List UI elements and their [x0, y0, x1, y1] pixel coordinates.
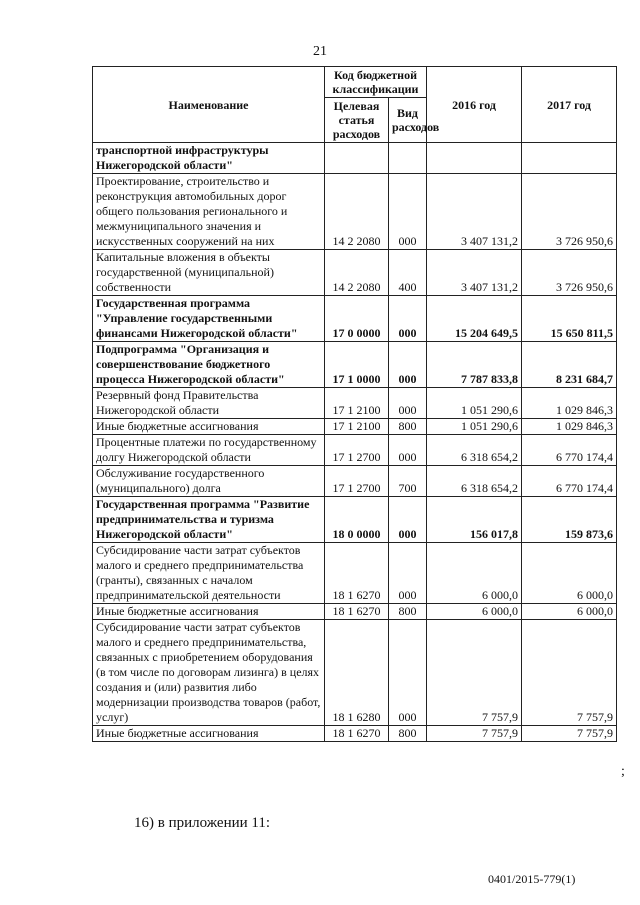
page-number: 21 [313, 44, 327, 59]
table-row [93, 388, 617, 419]
table-row [93, 174, 617, 250]
row-target-code-cell: 18 1 6270 [325, 726, 389, 742]
row-amount-2017-cell: 6 770 174,4 [522, 435, 617, 466]
table-row [93, 250, 617, 296]
table-row [93, 435, 617, 466]
row-name-cell: Государственная программа "Развитие предпринимательства и туризма Нижегородской области" [93, 497, 325, 543]
row-expense-kind-cell: 000 [389, 388, 427, 419]
row-amount-2017-cell: 7 757,9 [522, 726, 617, 742]
row-amount-2016-cell: 7 757,9 [427, 726, 522, 742]
table-row [93, 726, 617, 742]
row-amount-2017-cell: 159 873,6 [522, 497, 617, 543]
row-expense-kind-cell: 800 [389, 419, 427, 435]
row-amount-2017-cell: 1 029 846,3 [522, 419, 617, 435]
row-amount-2017-cell: 7 757,9 [522, 620, 617, 726]
row-name-cell: Подпрограмма "Организация и совершенствование бюджетного процесса Нижегородской области" [93, 342, 325, 388]
row-amount-2016-cell: 6 000,0 [427, 543, 522, 604]
table-row [93, 497, 617, 543]
row-target-code-cell: 17 1 0000 [325, 342, 389, 388]
row-amount-2017-cell: 1 029 846,3 [522, 388, 617, 419]
row-target-code-cell: 17 1 2700 [325, 466, 389, 497]
table-row [93, 543, 617, 604]
row-expense-kind-cell: 000 [389, 435, 427, 466]
row-name-cell: Процентные платежи по государственному долгу Нижегородской области [93, 435, 325, 466]
row-name-cell: Субсидирование части затрат субъектов малого и среднего предпринимательства, связанных с приобретением оборудования (в том числе по договорам лизинга) в целях создания и (или) развития либо модернизации производства товаров (работ, услуг) [93, 620, 325, 726]
row-name-cell: Обслуживание государственного (муниципального) долга [93, 466, 325, 497]
header-year-2017: 2017 год [522, 67, 617, 143]
table-row [93, 296, 617, 342]
table-row [93, 620, 617, 726]
row-expense-kind-cell: 800 [389, 726, 427, 742]
row-target-code-cell: 18 1 6270 [325, 604, 389, 620]
row-name-cell: Иные бюджетные ассигнования [93, 419, 325, 435]
row-amount-2017-cell: 15 650 811,5 [522, 296, 617, 342]
budget-table-body [93, 143, 617, 742]
table-row [93, 466, 617, 497]
row-target-code-cell: 18 1 6280 [325, 620, 389, 726]
row-amount-2016-cell: 7 787 833,8 [427, 342, 522, 388]
row-expense-kind-cell: 000 [389, 296, 427, 342]
row-target-code-cell: 17 1 2100 [325, 388, 389, 419]
row-name-cell: Резервный фонд Правительства Нижегородской области [93, 388, 325, 419]
row-amount-2016-cell: 1 051 290,6 [427, 419, 522, 435]
row-amount-2016-cell: 3 407 131,2 [427, 250, 522, 296]
row-amount-2016-cell: 6 000,0 [427, 604, 522, 620]
budget-table [92, 66, 617, 742]
row-amount-2016-cell [427, 143, 522, 174]
row-expense-kind-cell: 000 [389, 620, 427, 726]
row-expense-kind-cell: 000 [389, 342, 427, 388]
trailing-semicolon: ; [621, 764, 625, 779]
row-target-code-cell: 17 0 0000 [325, 296, 389, 342]
table-row [93, 143, 617, 174]
row-name-cell: транспортной инфраструктуры Нижегородской области" [93, 143, 325, 174]
row-expense-kind-cell: 000 [389, 497, 427, 543]
row-amount-2017-cell: 3 726 950,6 [522, 250, 617, 296]
header-name: Наименование [93, 67, 325, 143]
row-target-code-cell: 14 2 2080 [325, 250, 389, 296]
row-name-cell: Субсидирование части затрат субъектов малого и среднего предпринимательства (гранты), связанных с началом предпринимательской деятельности [93, 543, 325, 604]
row-target-code-cell: 18 0 0000 [325, 497, 389, 543]
row-amount-2017-cell: 6 000,0 [522, 543, 617, 604]
row-target-code-cell: 18 1 6270 [325, 543, 389, 604]
row-name-cell: Капитальные вложения в объекты государственной (муниципальной) собственности [93, 250, 325, 296]
row-amount-2016-cell: 156 017,8 [427, 497, 522, 543]
header-target-article: Целевая статья расходов [325, 98, 389, 143]
header-year-2016: 2016 год [427, 67, 522, 143]
row-name-cell: Иные бюджетные ассигнования [93, 604, 325, 620]
row-amount-2016-cell: 15 204 649,5 [427, 296, 522, 342]
document-code: 0401/2015-779(1) [488, 872, 576, 886]
row-amount-2017-cell: 8 231 684,7 [522, 342, 617, 388]
row-target-code-cell: 17 1 2100 [325, 419, 389, 435]
row-amount-2017-cell: 6 770 174,4 [522, 466, 617, 497]
table-row [93, 604, 617, 620]
row-expense-kind-cell: 000 [389, 174, 427, 250]
row-target-code-cell: 14 2 2080 [325, 174, 389, 250]
table-row [93, 419, 617, 435]
row-expense-kind-cell [389, 143, 427, 174]
row-target-code-cell [325, 143, 389, 174]
header-code-group: Код бюджетной классификации [325, 67, 427, 98]
row-amount-2016-cell: 3 407 131,2 [427, 174, 522, 250]
row-expense-kind-cell: 000 [389, 543, 427, 604]
row-expense-kind-cell: 800 [389, 604, 427, 620]
row-name-cell: Иные бюджетные ассигнования [93, 726, 325, 742]
row-amount-2016-cell: 7 757,9 [427, 620, 522, 726]
table-row [93, 342, 617, 388]
row-amount-2016-cell: 6 318 654,2 [427, 466, 522, 497]
row-amount-2017-cell: 6 000,0 [522, 604, 617, 620]
row-expense-kind-cell: 400 [389, 250, 427, 296]
row-name-cell: Проектирование, строительство и реконструкция автомобильных дорог общего пользования регионального и межмуниципального значения и искусственных сооружений на них [93, 174, 325, 250]
amendment-point: 16) в приложении 11: [134, 815, 271, 831]
row-amount-2016-cell: 1 051 290,6 [427, 388, 522, 419]
row-name-cell: Государственная программа "Управление государственными финансами Нижегородской области" [93, 296, 325, 342]
row-target-code-cell: 17 1 2700 [325, 435, 389, 466]
row-amount-2017-cell: 3 726 950,6 [522, 174, 617, 250]
row-amount-2017-cell [522, 143, 617, 174]
header-expense-kind: Вид расходов [389, 98, 427, 143]
row-expense-kind-cell: 700 [389, 466, 427, 497]
row-amount-2016-cell: 6 318 654,2 [427, 435, 522, 466]
